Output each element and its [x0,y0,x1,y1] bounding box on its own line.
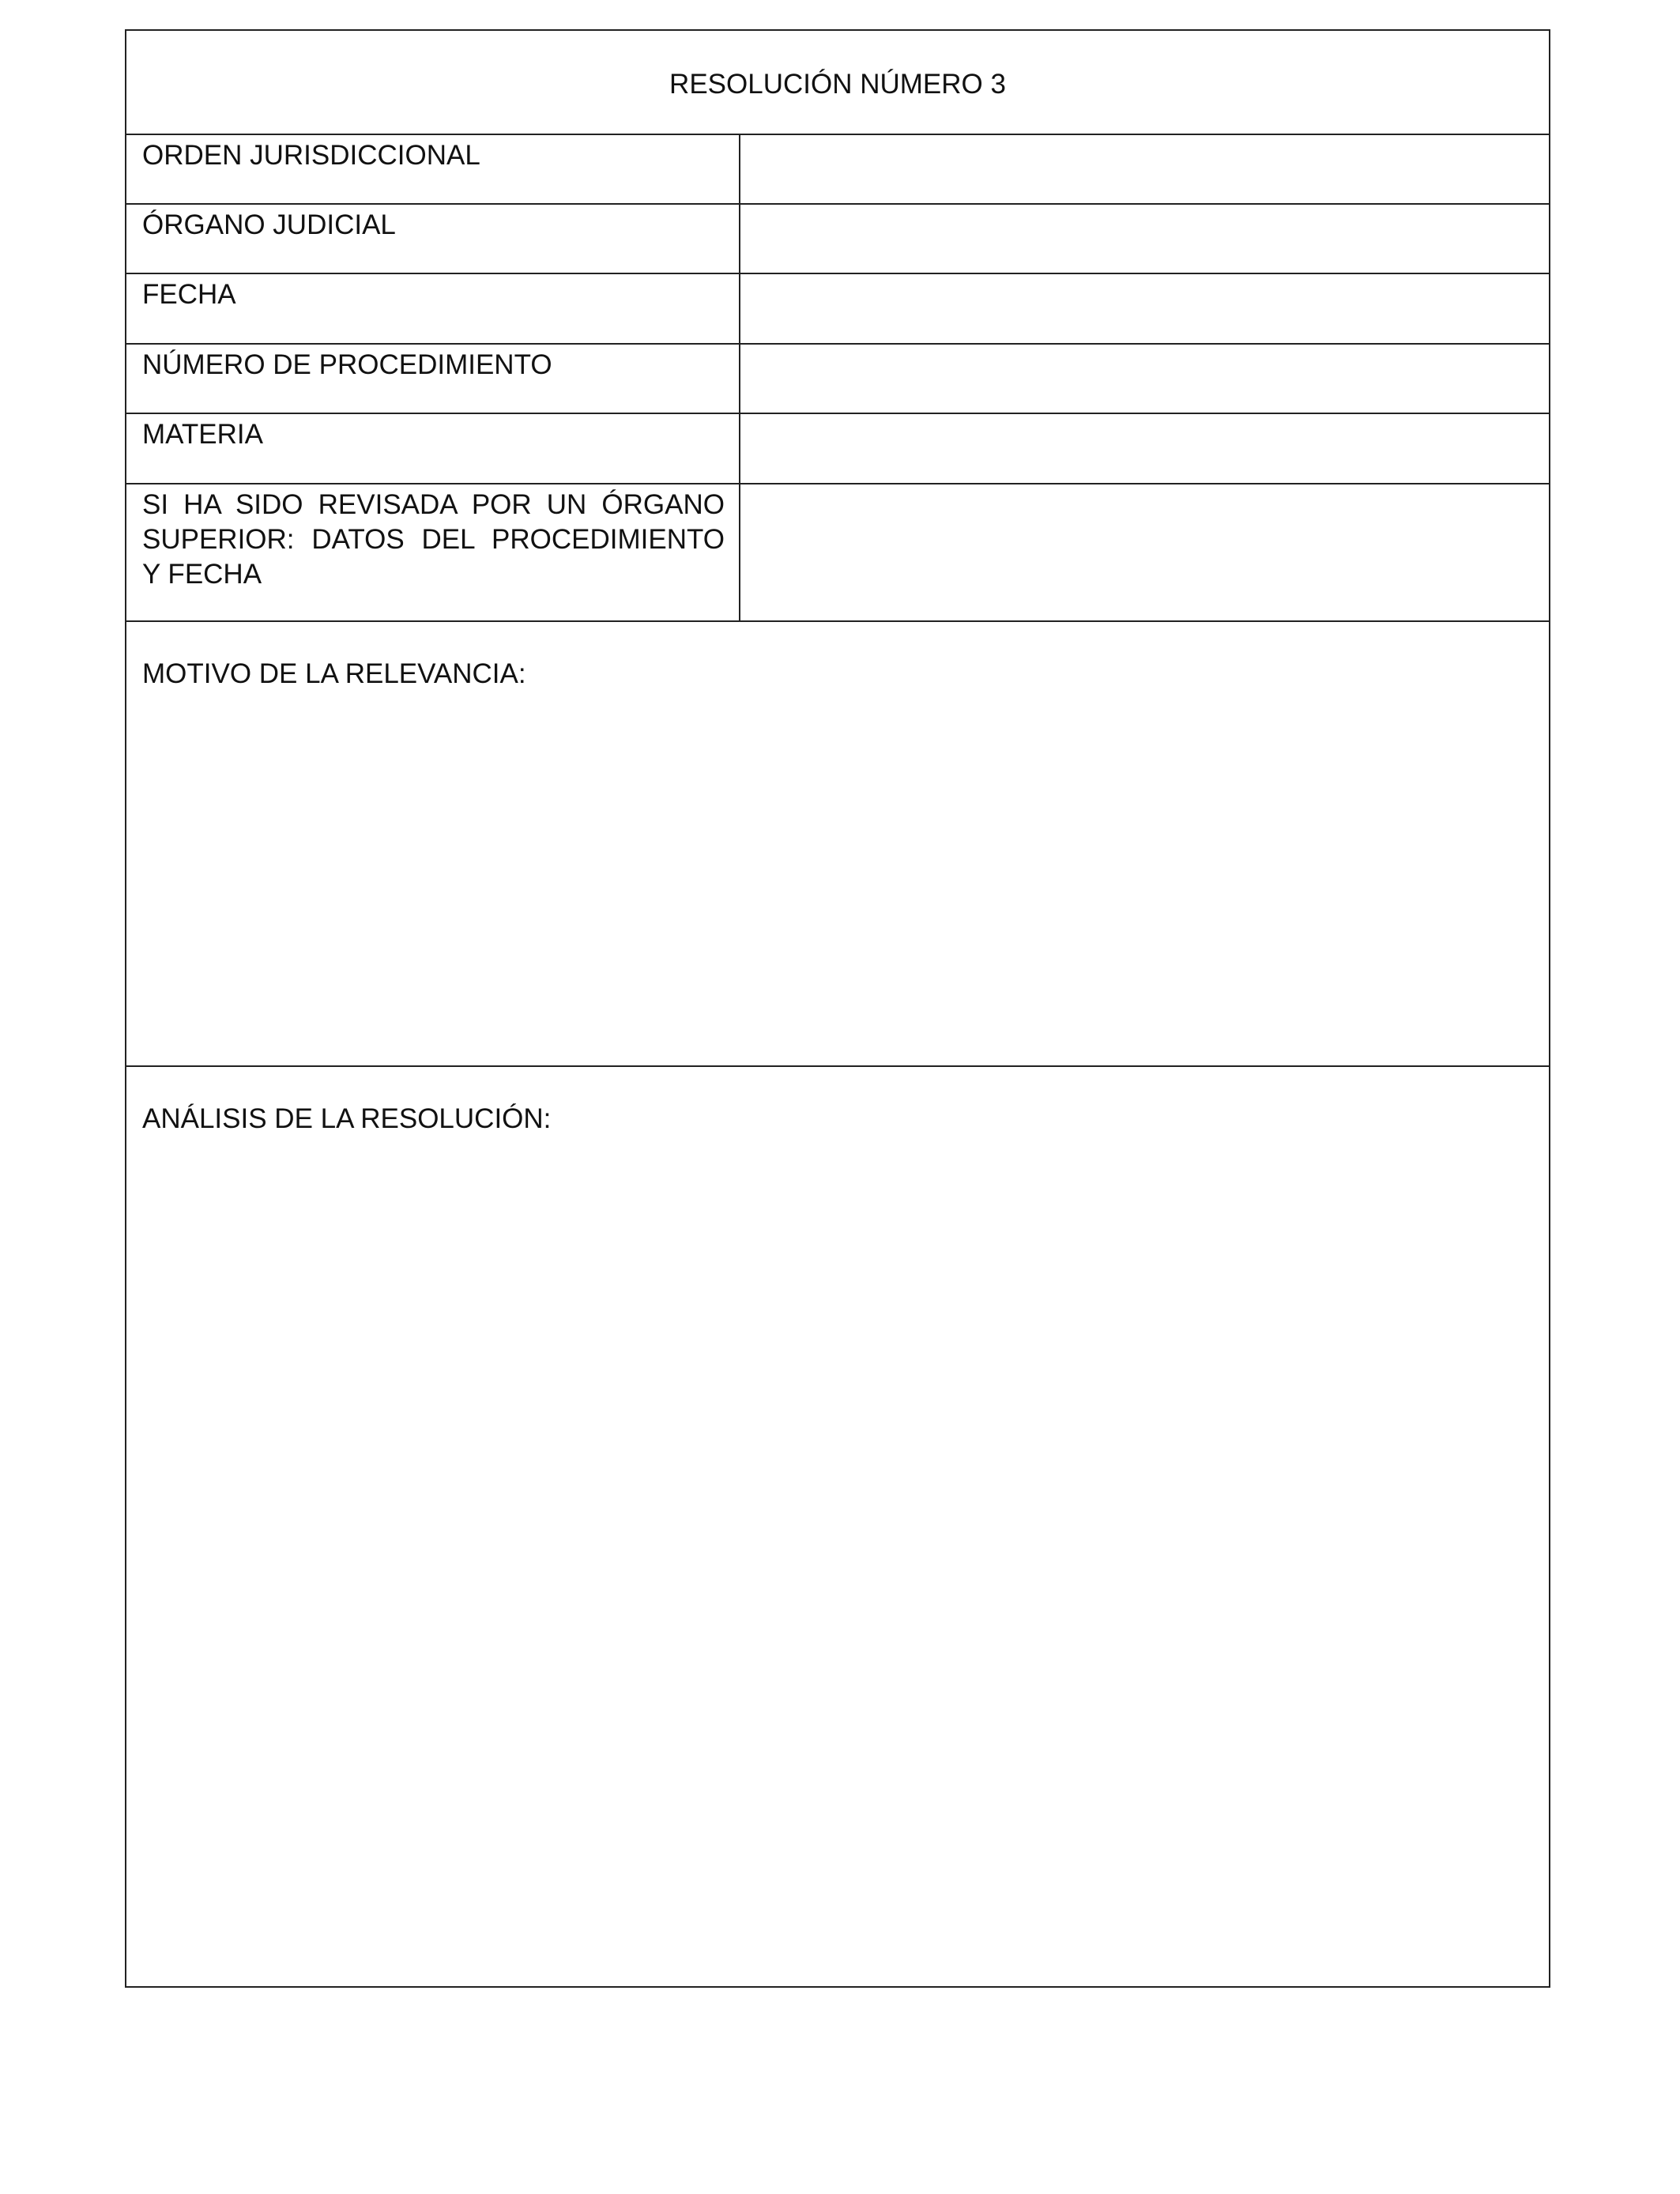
field-row-materia [126,414,1549,484]
field-value-fecha[interactable] [740,274,1549,343]
field-label-orden-jurisdiccional: ORDEN JURISDICCIONAL [142,140,480,171]
form-title-row [126,31,1549,135]
field-row-fecha [126,274,1549,345]
relevance-section [126,622,1549,1067]
field-row-orden-jurisdiccional [126,135,1549,205]
relevance-text-area[interactable] [126,698,1549,1065]
field-label-revision-line-3: Y FECHA [142,559,262,590]
field-value-orden-jurisdiccional[interactable] [740,135,1549,203]
form-title: RESOLUCIÓN NÚMERO 3 [669,69,1006,100]
field-label-fecha: FECHA [142,279,236,310]
relevance-label: MOTIVO DE LA RELEVANCIA: [142,658,526,689]
field-label-organo-judicial: ÓRGANO JUDICIAL [142,209,396,240]
field-value-numero-procedimiento[interactable] [740,345,1549,413]
field-value-revision[interactable] [740,484,1549,620]
field-label-numero-procedimiento: NÚMERO DE PROCEDIMIENTO [142,349,552,380]
analysis-text-area[interactable] [126,1143,1549,1986]
field-value-materia[interactable] [740,414,1549,483]
field-row-revision [126,484,1549,622]
field-label-revision-line-1: SI HA SIDO REVISADA POR UN ÓRGANO [142,489,725,520]
field-value-organo-judicial[interactable] [740,205,1549,273]
field-label-materia: MATERIA [142,419,263,450]
field-row-organo-judicial [126,205,1549,274]
field-label-revision-line-2: SUPERIOR: DATOS DEL PROCEDIMIENTO [142,524,725,555]
analysis-label: ANÁLISIS DE LA RESOLUCIÓN: [142,1103,552,1134]
resolution-form [125,29,1550,1988]
field-row-numero-procedimiento [126,345,1549,414]
field-label-revision [142,488,725,592]
analysis-section [126,1067,1549,1986]
